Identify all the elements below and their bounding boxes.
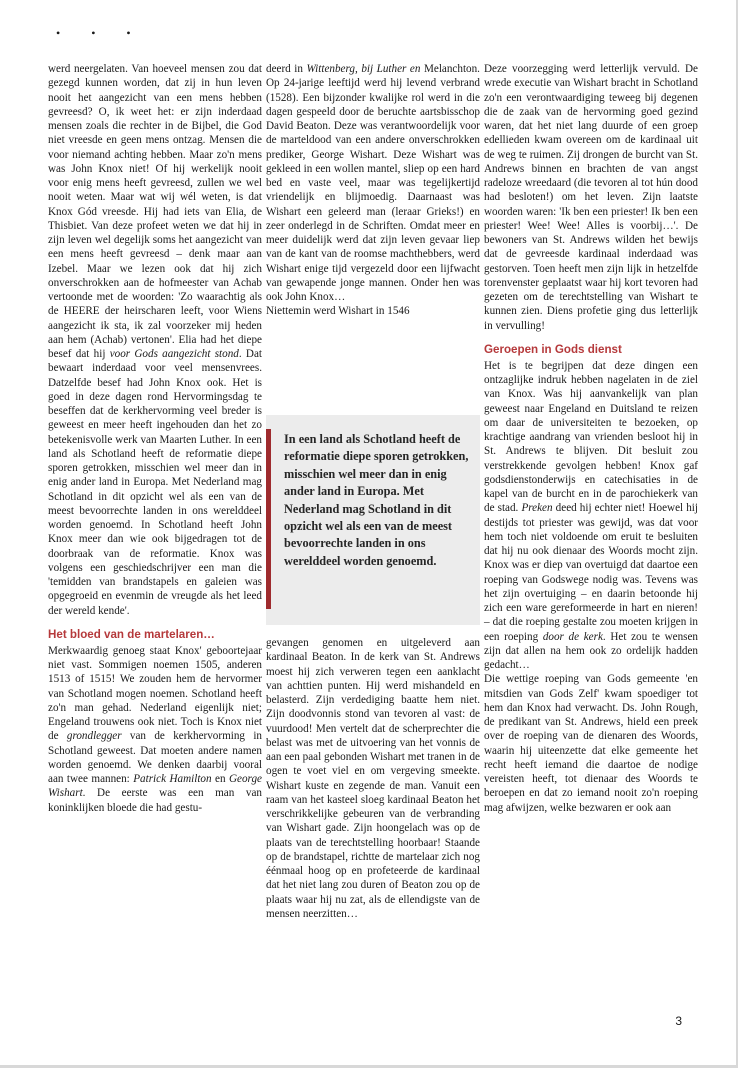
paragraph: gevangen genomen en uitgeleverd aan kardinaal Beaton. In de kerk van St. Andrews moest hij zich verweren tegen een aanklacht van achttien punten. Hij werd mishandeld en belasterd. Zijn verdediging baatte hem niet. Zijn doodvonnis stond van tevoren al vast: de vuurdood! Men vertelt dat de scherprechter die belast was met de uitvoering van het vonnis de aan een paal gebonden Wishart met tranen in de ogen te voet viel en om vergeving smeekte. Wishart kuste en zegende de man. Vanuit een raam van het kasteel sloeg kardinaal Beaton het verschrikkelijke gebeuren van de verbranding van Wishart gade. Zijn hoongelach was op de plaats van de terechtstelling hoorbaar! Staande op de brandstapel, richtte de martelaar zich nog éénmaal hoog op en profeteerde de kardinaal dat het niet lang zou duren of Beaton zou op de plaats waar hij nu zat, als de ellendigste van de mensen neerzitten… <box>266 637 480 920</box>
column-1 <box>48 62 262 815</box>
header-marks: • • • <box>56 26 145 40</box>
column-3 <box>484 62 698 815</box>
pull-quote-text: In een land als Schotland heeft de reformatie diepe sporen getrokken, misschien wel meer dan in enig ander land in Europa. Met Nederland mag Schotland in dit opzicht wel als een van de meest bevoorrechte landen in ons werelddeel worden genoemd. <box>284 432 469 568</box>
paragraph: deerd in Wittenberg, bij Luther en Melanchton. Op 24-jarige leeftijd werd hij levend verbrand (1528). Een bijzonder kwalijke rol werd in die dagen gespeeld door de beruchte aartsbisschop David Beaton. Deze was verantwoordelijk voor de marteldood van een andere onverschrokken prediker, George Wishart. Deze Wishart was gekleed in een wollen mantel, sliep op een hard bed en vaste veel, maar was tegelijkertijd vriendelijk en blijmoedig. Daarnaast was Wishart een geleerd man (leraar Grieks!) en zeer onderlegd in de Schriften. Omdat meer en meer duidelijk werd dat zijn leven gevaar liep van de kant van de roomse machthebbers, werd Wishart enige tijd vergezeld door een lijfwacht van gewapende jonge mannen. Onder hen was ook John Knox… <box>266 63 480 303</box>
paragraph: Deze voorzegging werd letterlijk vervuld. De wrede executie van Wishart bracht in Schotland zo'n een verontwaardiging teweeg bij degenen die de zaak van de hervorming goed gezind waren, dat het niet lang duurde of een groep edellieden kwam overeen om de kardinaal uit de weg te ruimen. Zij drongen de burcht van St. Andrews binnen en brachten de van angst radeloze wreedaard (die tevoren al tot hún dood had besloten!) om het leven. Zijn laatste woorden waren: 'Ik ben een priester! Ik ben een priester! Wee! Wee! Alles is voorbij…'. De bewoners van St. Andrews wilden het bewijs dat de gevreesde kardinaal inderdaad was gestorven. Toen heeft men zijn lijk in hetzelfde torenvenster geplaatst waar hij kort tevoren had gezeten om de terechtstelling van Wishart te kunnen zien. Diens profetie ging dus letterlijk in vervulling! <box>484 63 698 332</box>
pull-quote-bar <box>266 429 271 609</box>
paragraph: Merkwaardig genoeg staat Knox' geboortejaar niet vast. Sommigen noemen 1505, anderen 1513 of 1515! We zouden hem de hervormer van Schotland mogen noemen. Schotland heeft zo'n man gehad. Nederland eigenlijk niet; Engeland trouwens ook niet. Toch is Knox niet de grondlegger van de kerkhervorming in Schotland geweest. Dat moeten andere namen worden genoemd. We denken daarbij vooral aan twee mannen: Patrick Hamilton en George Wishart. De eerste was een man van koninklijken bloede die had gestu- <box>48 644 262 814</box>
paragraph: Niettemin werd Wishart in 1546 <box>266 305 410 318</box>
page-number: 3 <box>675 1014 682 1028</box>
section-heading: Het bloed van de martelaren… <box>48 627 215 641</box>
column-2-bottom <box>266 636 480 921</box>
pull-quote <box>266 415 480 625</box>
column-2-top <box>266 62 480 319</box>
paragraph: werd neergelaten. Van hoeveel mensen zou dat gezegd kunnen worden, dat zij in hun leven nooit het aangezicht van een mens hebben gevreesd? O, ik weet het: er zijn inderdaad mensen zoals die rechter in de Bijbel, die God niet vreesde en geen mens ontzag. Mensen die voor niemand achting hebben. Maar zo'n mens was John Knox niet! Of hij werkelijk nooit voor enig mens heeft gevreesd, zullen we wel nooit weten. Maar wat wij wél weten, is dat Knox Gód vreesde. Hij had iets van Elia, de Thisbiet. Van deze profeet weten we dat hij in zijn leven wel degelijk soms het aangezicht van een mens heeft gevreesd – denk maar aan Izebel. Maar we lezen ook dat hij zich onverschrokken aan de hofmeester van Achab vertoonde met de woorden: 'Zo waarachtig als de HEERE der heirscharen leeft, voor Wiens aangezicht ik sta, ik zal voorzeker mij heden aan hem (Achab) vertonen'. Elia had het diepe besef dat hij voor Gods aangezicht stond. Dat bewaart inderdaad voor veel mensenvrees. Datzelfde besef had John Knox ook. Het is goed in deze dagen rond Hervormingsdag te beseffen dat de kerkhervorming veel breder is geweest en meer heeft ingehouden dan het zo betekenisvolle werk van Maarten Luther. In een land als Schotland heeft de reformatie diepe sporen getrokken, misschien wel meer dan in enig ander land in Europa. Met Nederland mag Schotland in dit opzicht wel als een van de meest bevoorrechte landen in ons werelddeel worden genoemd. In Schotland heeft John Knox meer dan wie ook bijgedragen tot de doorbraak van de reformatie. Knox was volgens een geschiedschrijver een man die 'temidden van brandstapels en galeien was opgegroeid en evenmin de vreugde als het leed der wereld kende'. <box>48 63 262 617</box>
paragraph: Die wettige roeping van Gods gemeente 'en mitsdien van Gods Zelf' kwam spoediger tot hem dan Knox had verwacht. Ds. John Rough, de predikant van St. Andrews, hield een preek over de roeping van de dienaren des Woords, waarin hij uiteenzette dat elke gemeente het recht heeft iemand die daartoe de nodige vereisten heeft, tot dienaar des Woords te beroepen en dat zo iemand nooit zo'n roeping mag afwijzen, welke bezwaren er ook aan <box>484 673 698 814</box>
paragraph: Het is te begrijpen dat deze dingen een ontzaglijke indruk hebben nagelaten in de ziel van Knox. Was hij aanvankelijk van plan geweest naar Engeland en Duitsland te reizen om daar de universiteiten te bezoeken, op krachtige aandrang van vrienden besloot hij in St. Andrews te blijven. Dit besluit zou verstrekkende gevolgen hebben! Knox gaf godsdienstonderwijs en catechisaties in de kapel van de burcht en in de parochiekerk van de stad. Preken deed hij echter niet! Hoewel hij destijds tot priester was gewijd, was dat voor hem toch niet voldoende om eruit te besluiten dat hij nu ook dienaar des Woords mocht zijn. Knox was er diep van overtuigd dat daartoe een roeping van Godswege nodig was. Tevens was het zijn overtuiging – en daarin betoonde hij zich een ware gereformeerde in hart en nieren! – dat die roeping gestalte zou moeten krijgen in een roeping door de kerk. Het zou te wensen zijn dat allen na hem ook zo ordelijk hadden gedacht… <box>484 359 698 671</box>
section-heading: Geroepen in Gods dienst <box>484 342 622 356</box>
